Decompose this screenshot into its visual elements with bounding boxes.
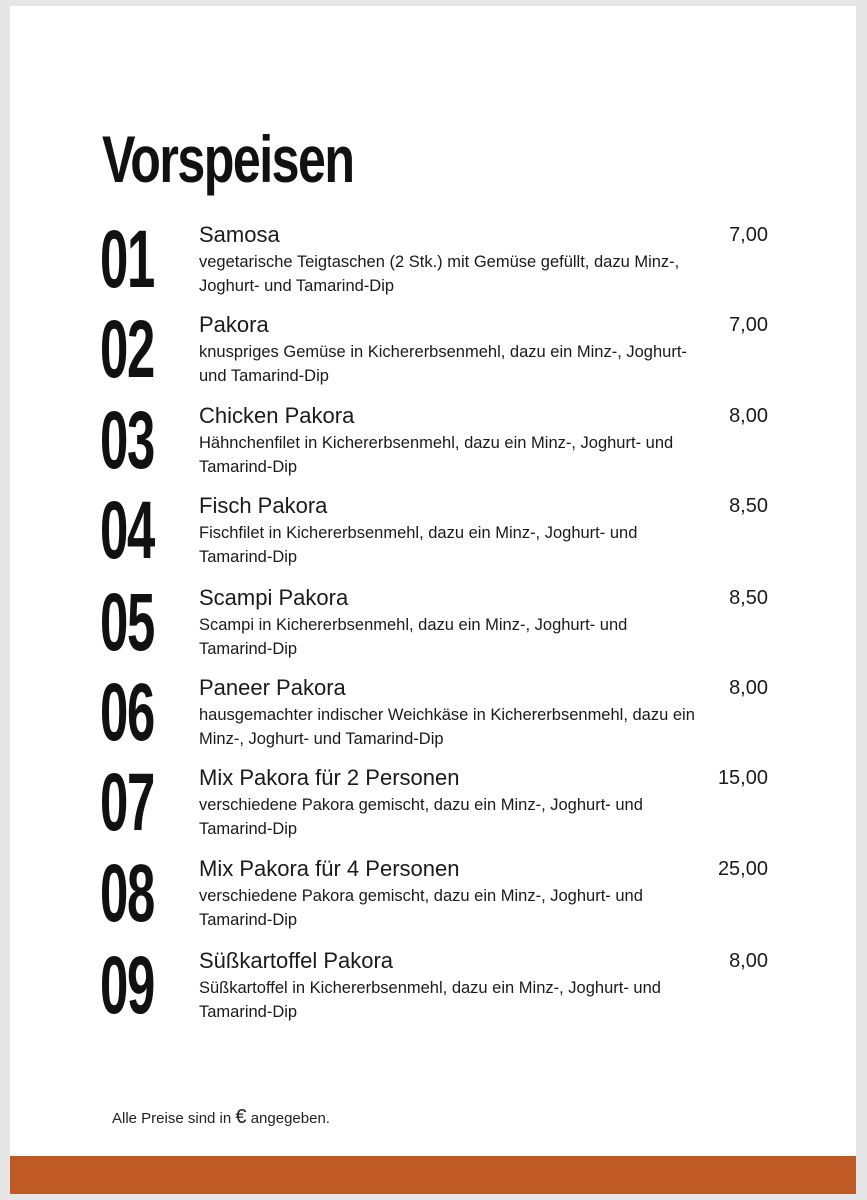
item-number: 05 <box>100 577 155 668</box>
price-note-suffix: angegeben. <box>250 1110 330 1127</box>
item-price: 8,00 <box>729 950 768 972</box>
item-description: vegetarische Teigtaschen (2 Stk.) mit Gemüse gefüllt, dazu Minz-, Joghurt- und Tamarind-Dip <box>199 253 680 295</box>
menu-item-02 <box>10 304 856 397</box>
item-description: Fischfilet in Kichererbsenmehl, dazu ein Minz-, Joghurt- und Tamarind-Dip <box>199 524 638 566</box>
item-description: verschiedene Pakora gemischt, dazu ein Minz-, Joghurt- und Tamarind-Dip <box>199 887 643 929</box>
item-name: Chicken Pakora <box>199 403 355 428</box>
item-number: 03 <box>100 395 155 486</box>
menu-item-09 <box>10 940 856 1033</box>
item-name: Süßkartoffel Pakora <box>199 948 394 973</box>
item-price: 8,00 <box>729 677 768 699</box>
item-price: 15,00 <box>717 767 768 789</box>
item-description: Süßkartoffel in Kichererbsenmehl, dazu ein Minz-, Joghurt- und Tamarind-Dip <box>199 979 661 1021</box>
item-description: Scampi in Kichererbsenmehl, dazu ein Minz-, Joghurt- und Tamarind-Dip <box>199 616 628 658</box>
item-price: 8,50 <box>729 587 768 609</box>
item-description: hausgemachter indischer Weichkäse in Kichererbsenmehl, dazu ein Minz-, Joghurt- und Tamarind-Dip <box>199 706 695 748</box>
menu-item-08 <box>10 848 856 941</box>
item-description: knuspriges Gemüse in Kichererbsenmehl, dazu ein Minz-, Joghurt- und Tamarind-Dip <box>199 343 687 385</box>
item-name: Paneer Pakora <box>199 675 346 700</box>
item-name: Scampi Pakora <box>199 585 349 610</box>
item-number: 08 <box>100 848 155 939</box>
item-number: 09 <box>100 940 155 1031</box>
menu-item-06 <box>10 667 856 760</box>
menu-item-01 <box>10 214 856 307</box>
item-name: Samosa <box>199 222 280 247</box>
item-number: 01 <box>100 214 155 305</box>
page-title: Vorspeisen <box>102 122 354 196</box>
item-name: Pakora <box>199 312 269 337</box>
item-name: Mix Pakora für 2 Personen <box>199 765 460 790</box>
item-name: Mix Pakora für 4 Personen <box>199 856 460 881</box>
menu-item-03 <box>10 395 856 488</box>
menu-item-04 <box>10 485 856 578</box>
menu-page <box>10 6 856 1194</box>
item-price: 7,00 <box>729 224 768 246</box>
item-price: 8,00 <box>729 405 768 427</box>
item-name: Fisch Pakora <box>199 493 328 518</box>
item-number: 02 <box>100 304 155 395</box>
euro-symbol: € <box>235 1106 247 1128</box>
item-number: 04 <box>100 485 155 576</box>
item-number: 07 <box>100 757 155 848</box>
item-description: Hähnchenfilet in Kichererbsenmehl, dazu ein Minz-, Joghurt- und Tamarind-Dip <box>199 434 674 476</box>
footer-accent-bar <box>10 1156 856 1194</box>
item-price: 25,00 <box>717 858 768 880</box>
menu-item-05 <box>10 577 856 670</box>
price-note-text: Alle Preise sind in <box>112 1110 232 1127</box>
item-price: 7,00 <box>729 314 768 336</box>
item-price: 8,50 <box>729 495 768 517</box>
item-number: 06 <box>100 667 155 758</box>
menu-item-07 <box>10 757 856 850</box>
price-note <box>112 1106 330 1129</box>
item-description: verschiedene Pakora gemischt, dazu ein Minz-, Joghurt- und Tamarind-Dip <box>199 796 643 838</box>
